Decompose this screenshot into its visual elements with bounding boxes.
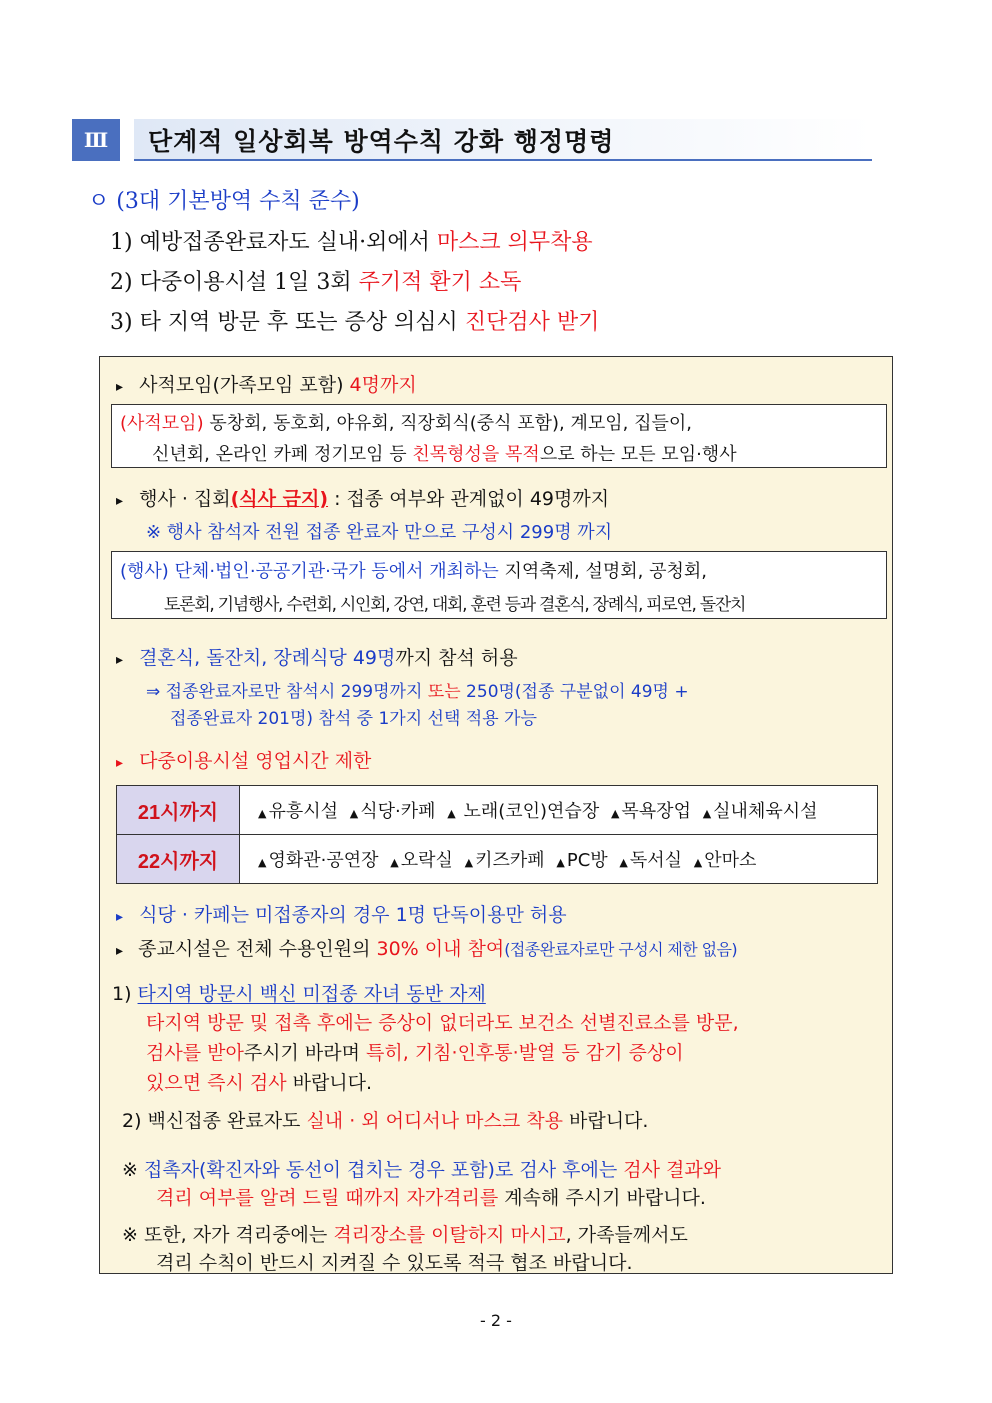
gathering-box-tag: (사적모임) [120,413,204,434]
events-label: 행사 · 집회 [139,488,231,510]
gathering-box-text: 동창회, 동호회, 야유회, 직장회식(중식 포함), 계모임, 집들이, [203,413,692,434]
hours-key: 21시까지 [117,786,240,835]
ceremony-sub2: 접종완료자 201명) 참석 중 1가지 선택 적용 가능 [170,709,537,729]
hours-values [240,786,878,835]
rule-text: 2) 다중이용시설 1일 3회 [110,270,359,295]
notice1-text: 바랍니다. [286,1072,373,1094]
events-box-line2: 토론회, 기념행사, 수련회, 시인회, 강연, 대회, 훈련 등과 결혼식, 장례식, 피로연, 돌잔치 [164,595,746,615]
bullet-icon: ▸ [116,493,124,509]
religion-limit: 30% 이내 참여 [376,938,505,960]
notice1-text: 특히, 기침·인후통·발열 등 감기 증상이 [366,1042,684,1064]
bullet-icon: ▸ [116,943,124,959]
events-limit: : 접종 여부와 관계없이 49명까지 [328,488,610,510]
note1-line2 [156,1183,706,1210]
gathering-limit: 4명까지 [349,374,417,396]
religion-note: (접종완료자로만 구성시 제한 없음) [504,940,737,959]
basic-rule-2 [110,265,521,296]
hours-key: 22시까지 [117,835,240,884]
bullet-icon: ▸ [116,909,124,925]
triangle-icon: ▲ [447,807,456,820]
ceremony-text: 까지 참석 허용 [395,647,518,669]
events-box-text: 지역축제, 설명회, 공청회, [504,561,707,582]
basic-rule-3 [110,305,599,336]
notice1-line2 [146,1038,684,1065]
basic-rule-1 [110,225,593,256]
triangle-icon: ▲ [258,856,267,869]
gathering-box-line1 [120,409,692,435]
facility: 영화관·공연장 [268,850,379,871]
facility: 유흥시설 [268,801,339,822]
triangle-icon: ▲ [619,856,628,869]
notice1-title-line [112,979,486,1006]
triangle-icon: ▲ [693,856,703,869]
facility: 독서실 [629,850,683,871]
note2-text: , 가족들께서도 [565,1224,688,1246]
note2-highlight: 격리장소를 이탈하지 마시고 [333,1224,566,1246]
cafe-text: 식당 · 카페는 미접종자의 경우 1명 단독이용만 허용 [139,904,567,926]
religion-text: 종교시설은 전체 수용인원의 [138,938,377,960]
notice1-text: 있으면 즉시 검사 [146,1072,287,1094]
rule-highlight: 마스크 의무착용 [436,230,593,255]
section-title: 단계적 일상회복 방역수칙 강화 행정명령 [148,127,615,156]
rule-text: 3) 타 지역 방문 후 또는 증상 의심시 [110,310,465,335]
notice1-text: 검사를 받아 [146,1042,244,1064]
ceremony-sub-text: 250명(접종 구분없이 49명 + [460,682,689,702]
gathering-line [116,370,417,397]
gathering-box-highlight: 친목형성을 목적 [412,444,540,465]
religion-line [116,934,737,961]
notice1-title: 타지역 방문시 백신 미접종 자녀 동반 자제 [137,983,486,1005]
basic-rules-header: ㅇ (3대 기본방역 수칙 준수) [88,189,360,214]
events-box-line1 [120,557,707,583]
triangle-icon: ▲ [258,807,267,820]
rule-highlight: 진단검사 받기 [464,310,600,335]
note-mark-icon: ※ [122,1159,138,1181]
page-number: - 2 - [480,1311,512,1330]
note1-highlight: 검사 결과와 [623,1159,722,1181]
events-line [116,484,609,511]
rule-text: 1) 예방접종완료자도 실내·외에서 [110,230,437,255]
events-box-text: (행사) 단체·법인·공공기관·국가 등에서 개최하는 [120,561,505,582]
gathering-box-text: 신년회, 온라인 카페 정기모임 등 [152,444,413,465]
notice-number: 1) [112,983,138,1005]
gathering-box-text: 으로 하는 모든 모임·행사 [539,444,737,465]
notice1-text: 주시기 바라며 [243,1042,367,1064]
triangle-icon: ▲ [464,856,474,869]
bullet-icon: ▸ [116,379,124,395]
notice2-text: 바랍니다. [562,1110,649,1132]
ceremony-sub1 [146,677,689,702]
bullet-icon: ▸ [116,755,124,771]
facility: 노래(코인)연습장 [457,801,600,822]
note-mark-icon: ※ [122,1224,138,1246]
facility: 식당·카페 [360,801,436,822]
facility: PC방 [566,850,608,871]
note1-line1 [122,1155,721,1182]
ceremony-label: 결혼식, 돌잔치, 장례식당 49명 [139,647,396,669]
hours-title: 다중이용시설 영업시간 제한 [139,750,372,772]
gathering-box-line2 [152,440,737,466]
ceremony-sub-text: ⇒ 접종완료자로만 참석시 299명까지 [146,682,428,702]
note1-text: 계속해 주시기 바랍니다. [498,1187,706,1209]
triangle-icon: ▲ [702,807,712,820]
notice1-line1: 타지역 방문 및 접촉 후에는 증상이 없더라도 보건소 선별진료소를 방문, [146,1012,739,1034]
ceremony-line [116,643,518,670]
section-number: Ⅲ [72,119,120,161]
rule-highlight: 주기적 환기 소독 [358,270,522,295]
ceremony-or: 또는 [427,682,461,702]
note2-line1 [122,1220,688,1247]
bullet-icon: ▸ [116,652,124,668]
table-row [117,835,878,884]
triangle-icon: ▲ [390,856,399,869]
notice2-line [122,1106,648,1133]
facility: 목욕장업 [621,801,691,822]
hours-title-line [116,746,371,773]
triangle-icon: ▲ [556,856,565,869]
table-row [117,786,878,835]
events-note: ※ 행사 참석자 전원 접종 완료자 만으로 구성시 299명 까지 [146,522,613,543]
note1-highlight: 격리 여부를 알려 드릴 때까지 자가격리를 [156,1187,499,1209]
triangle-icon: ▲ [349,807,359,820]
note2-line2: 격리 수칙이 반드시 지켜질 수 있도록 적극 협조 바랍니다. [156,1252,633,1274]
facility: 오락실 [400,850,453,871]
triangle-icon: ▲ [610,807,620,820]
facility: 실내체육시설 [713,801,818,822]
gathering-label: 사적모임(가족모임 포함) [139,374,350,396]
events-meal-ban: (식사 금지) [230,488,329,510]
facility: 키즈카페 [475,850,545,871]
facility: 안마소 [704,850,757,871]
note2-text: 또한, 자가 격리중에는 [137,1224,334,1246]
hours-table [116,785,878,884]
notice2-highlight: 실내 · 외 어디서나 마스크 착용 [306,1110,563,1132]
notice2-text: 2) 백신접종 완료자도 [122,1110,307,1132]
notice1-line3 [146,1068,372,1095]
hours-values [240,835,878,884]
note1-text: 접촉자(확진자와 동선이 겹치는 경우 포함)로 검사 후에는 [137,1159,624,1181]
cafe-line [116,900,567,927]
